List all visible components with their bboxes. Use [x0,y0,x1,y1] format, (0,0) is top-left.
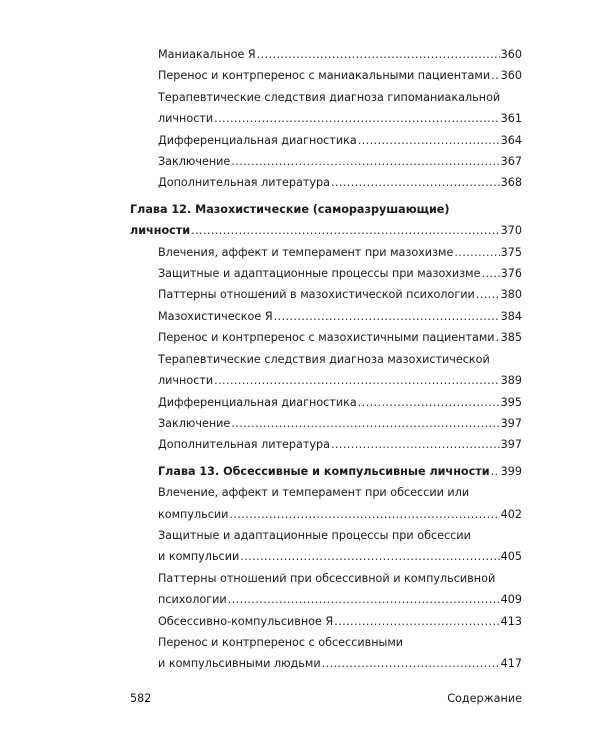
toc-entry-page: 376 [500,267,522,281]
toc-entry-title-line1: Влечение, аффект и темперамент при обсессии или [158,486,470,500]
dot-leader [322,653,500,674]
toc-entry-title: Заключение [158,155,231,169]
dot-leader [191,220,500,241]
chapter-title-line1: Глава 12. Мазохистические (саморазрушающие) [130,202,450,216]
toc-entry-title: Перенос и контрперенос с маниакальными пациентами [158,69,491,83]
toc-entry [130,65,522,86]
dot-leader [214,370,500,391]
toc-entry-page: 409 [500,593,522,607]
toc-entry [130,130,522,151]
dot-leader [491,461,500,482]
toc-entry-title: Дополнительная литература [158,438,330,452]
chapter-entry [130,220,522,241]
toc-entry-title: личности [158,374,214,388]
dot-leader [231,151,499,172]
dot-leader [481,263,499,284]
toc-entry-title: личности [158,112,214,126]
toc-entry-page: 361 [500,112,522,126]
toc-entry-title: Защитные и адаптационные процессы при мазохизме [158,267,481,281]
toc-entry [130,306,522,327]
chapter-title: Глава 13. Обсессивные и компульсивные личности [158,464,490,478]
toc-entry-title: и компульсивными людьми [158,657,321,671]
toc-entry [130,242,522,263]
dot-leader [240,546,499,567]
dot-leader [358,130,500,151]
toc-entry [130,263,522,284]
toc-entry-title: Дифференциальная диагностика [158,395,357,409]
chapter-page: 370 [500,224,522,238]
dot-leader [334,611,499,632]
toc-entry [130,44,522,65]
toc-entry-page: 380 [500,288,522,302]
toc-entry-title: Маниакальное Я [158,48,256,61]
toc-entry-page: 417 [500,657,522,671]
toc-entry [130,434,522,455]
dot-leader [274,306,500,327]
toc-entry [130,327,522,348]
toc-entry [130,370,522,391]
toc-entry-title: Дополнительная литература [158,176,330,190]
toc-entry-title-line1: Паттерны отношений при обсессивной и компульсивной [158,571,496,585]
toc-entry-title: психологии [158,593,227,607]
toc-entry-page: 397 [500,438,522,452]
dot-leader [331,434,500,455]
toc-entry [130,589,522,610]
toc-entry [130,108,522,129]
dot-leader [257,44,500,65]
toc-entry [130,413,522,434]
dot-leader [231,413,499,434]
toc-entry-page: 384 [500,309,522,323]
toc-entry [130,653,522,674]
table-of-contents [130,44,522,675]
toc-entry [130,546,522,567]
chapter-title: личности [130,224,191,238]
dot-leader [228,589,500,610]
toc-entry-page: 367 [500,155,522,169]
dot-leader [214,108,500,129]
toc-entry-title-line1: Перенос и контрперенос с обсессивными [158,635,404,649]
page-footer [130,692,522,705]
toc-entry-title: Мазохистическое Я [158,309,273,323]
toc-entry-title-line1: Терапевтические следствия диагноза гипоманиакальной [158,90,501,104]
toc-entry-page: 368 [500,176,522,190]
toc-entry-page: 385 [500,331,522,345]
running-footer-section: Содержание [447,692,522,705]
toc-entry-page: 360 [500,48,522,61]
toc-entry-title: компульсии [158,507,229,521]
toc-entry [130,151,522,172]
toc-entry [130,504,522,525]
toc-entry-title: Заключение [158,416,231,430]
toc-entry-title: Перенос и контрперенос с мазохистичными пациентами [158,331,495,345]
dot-leader [331,172,500,193]
toc-entry-page: 360 [500,69,522,83]
toc-entry-title: Влечения, аффект и темперамент при мазохизме [158,245,454,259]
toc-entry [130,284,522,305]
toc-entry [130,611,522,632]
toc-entry-page: 402 [500,507,522,521]
dot-leader [496,327,500,348]
toc-entry-page: 375 [500,245,522,259]
toc-entry-page: 413 [500,614,522,628]
toc-entry-page: 397 [500,416,522,430]
dot-leader [454,242,499,263]
toc-entry-title: Паттерны отношений в мазохистической психологии [158,288,475,302]
chapter-entry [130,461,522,482]
toc-entry-page: 364 [500,133,522,147]
toc-entry-title-line1: Терапевтические следствия диагноза мазохистической [158,352,490,366]
chapter-page: 399 [500,464,522,478]
toc-entry-title-line1: Защитные и адаптационные процессы при обсессии [158,528,471,542]
toc-entry-title: Дифференциальная диагностика [158,133,357,147]
toc-entry-page: 395 [500,395,522,409]
toc-entry-title: Обсессивно-компульсивное Я [158,614,334,628]
dot-leader [491,65,500,86]
dot-leader [476,284,500,305]
toc-entry-page: 405 [500,550,522,564]
dot-leader [358,392,500,413]
toc-entry-title: и компульсии [158,550,240,564]
dot-leader [229,504,499,525]
toc-entry [130,392,522,413]
toc-entry [130,172,522,193]
page-number: 582 [130,692,152,705]
toc-entry-page: 389 [500,374,522,388]
